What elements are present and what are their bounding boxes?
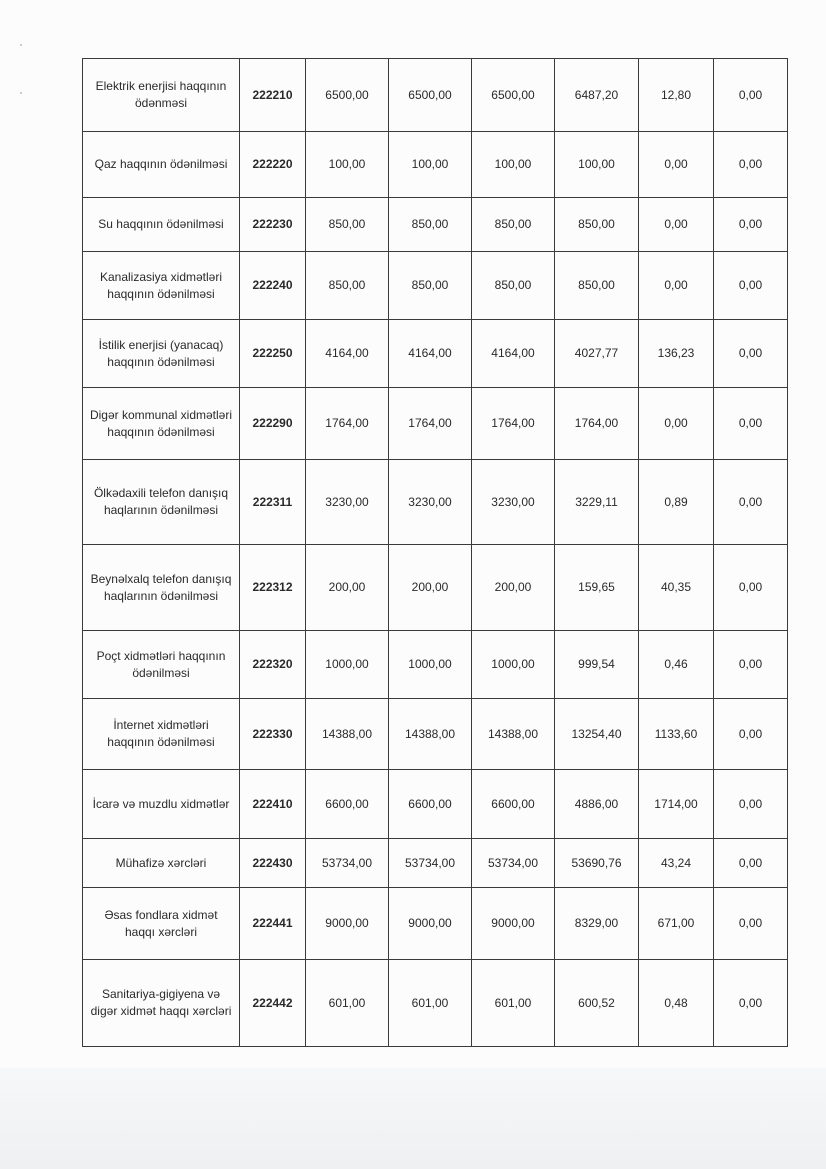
row-value: 1000,00 bbox=[306, 631, 389, 699]
expense-table bbox=[82, 58, 788, 1047]
row-value: 0,00 bbox=[639, 252, 714, 320]
row-value: 1714,00 bbox=[639, 770, 714, 839]
row-value: 53690,76 bbox=[555, 839, 639, 888]
row-value: 9000,00 bbox=[389, 888, 472, 960]
row-value: 601,00 bbox=[306, 960, 389, 1047]
row-code: 222230 bbox=[240, 198, 306, 252]
row-value: 850,00 bbox=[306, 198, 389, 252]
row-code: 222290 bbox=[240, 388, 306, 460]
row-value: 53734,00 bbox=[472, 839, 555, 888]
row-value: 6500,00 bbox=[472, 59, 555, 132]
row-value: 53734,00 bbox=[306, 839, 389, 888]
row-name: İstilik enerjisi (yanacaq) haqqının ödənilməsi bbox=[83, 320, 240, 388]
row-value: 0,89 bbox=[639, 460, 714, 545]
row-value: 4886,00 bbox=[555, 770, 639, 839]
scan-shadow-band bbox=[0, 1068, 826, 1169]
row-value: 0,00 bbox=[714, 888, 788, 960]
row-value: 100,00 bbox=[306, 132, 389, 198]
scan-speck bbox=[20, 44, 22, 46]
table-row bbox=[83, 388, 788, 460]
row-value: 0,00 bbox=[714, 960, 788, 1047]
row-code: 222410 bbox=[240, 770, 306, 839]
row-value: 601,00 bbox=[472, 960, 555, 1047]
row-name: Ölkədaxili telefon danışıq haqlarının ödənilməsi bbox=[83, 460, 240, 545]
row-code: 222320 bbox=[240, 631, 306, 699]
table-row bbox=[83, 59, 788, 132]
row-value: 0,00 bbox=[714, 545, 788, 631]
row-value: 850,00 bbox=[306, 252, 389, 320]
row-value: 6500,00 bbox=[389, 59, 472, 132]
row-name: Elektrik enerjisi haqqının ödənməsi bbox=[83, 59, 240, 132]
row-value: 0,00 bbox=[714, 388, 788, 460]
row-name: Poçt xidmətləri haqqının ödənilməsi bbox=[83, 631, 240, 699]
row-value: 100,00 bbox=[389, 132, 472, 198]
row-value: 0,00 bbox=[714, 460, 788, 545]
row-value: 100,00 bbox=[472, 132, 555, 198]
row-code: 222210 bbox=[240, 59, 306, 132]
row-name: Su haqqının ödənilməsi bbox=[83, 198, 240, 252]
row-value: 9000,00 bbox=[306, 888, 389, 960]
row-value: 0,00 bbox=[714, 631, 788, 699]
row-value: 200,00 bbox=[389, 545, 472, 631]
row-value: 8329,00 bbox=[555, 888, 639, 960]
row-value: 0,00 bbox=[639, 198, 714, 252]
row-name: Digər kommunal xidmətləri haqqının ödənilməsi bbox=[83, 388, 240, 460]
row-value: 136,23 bbox=[639, 320, 714, 388]
row-value: 9000,00 bbox=[472, 888, 555, 960]
row-value: 850,00 bbox=[555, 198, 639, 252]
row-name: Qaz haqqının ödənilməsi bbox=[83, 132, 240, 198]
row-name: İcarə və muzdlu xidmətlər bbox=[83, 770, 240, 839]
row-value: 0,00 bbox=[714, 699, 788, 770]
row-value: 0,00 bbox=[714, 839, 788, 888]
row-code: 222311 bbox=[240, 460, 306, 545]
table-row bbox=[83, 888, 788, 960]
scan-speck bbox=[20, 92, 22, 94]
row-value: 53734,00 bbox=[389, 839, 472, 888]
row-name: Əsas fondlara xidmət haqqı xərcləri bbox=[83, 888, 240, 960]
row-value: 1764,00 bbox=[306, 388, 389, 460]
row-code: 222250 bbox=[240, 320, 306, 388]
row-value: 850,00 bbox=[555, 252, 639, 320]
table-row bbox=[83, 132, 788, 198]
row-value: 159,65 bbox=[555, 545, 639, 631]
row-value: 1764,00 bbox=[555, 388, 639, 460]
row-value: 4164,00 bbox=[472, 320, 555, 388]
row-value: 4027,77 bbox=[555, 320, 639, 388]
table-row bbox=[83, 960, 788, 1047]
row-value: 200,00 bbox=[306, 545, 389, 631]
row-code: 222442 bbox=[240, 960, 306, 1047]
row-value: 671,00 bbox=[639, 888, 714, 960]
row-value: 3230,00 bbox=[389, 460, 472, 545]
row-code: 222330 bbox=[240, 699, 306, 770]
row-value: 6487,20 bbox=[555, 59, 639, 132]
row-value: 40,35 bbox=[639, 545, 714, 631]
row-value: 1764,00 bbox=[389, 388, 472, 460]
row-value: 14388,00 bbox=[472, 699, 555, 770]
row-value: 850,00 bbox=[472, 252, 555, 320]
row-value: 6500,00 bbox=[306, 59, 389, 132]
table-row bbox=[83, 631, 788, 699]
row-value: 601,00 bbox=[389, 960, 472, 1047]
row-value: 3229,11 bbox=[555, 460, 639, 545]
table-row bbox=[83, 770, 788, 839]
row-value: 43,24 bbox=[639, 839, 714, 888]
row-value: 3230,00 bbox=[306, 460, 389, 545]
row-name: Mühafizə xərcləri bbox=[83, 839, 240, 888]
row-value: 13254,40 bbox=[555, 699, 639, 770]
row-value: 0,00 bbox=[714, 252, 788, 320]
row-value: 1000,00 bbox=[472, 631, 555, 699]
row-value: 3230,00 bbox=[472, 460, 555, 545]
table-row bbox=[83, 699, 788, 770]
row-value: 0,00 bbox=[639, 388, 714, 460]
row-code: 222312 bbox=[240, 545, 306, 631]
row-value: 14388,00 bbox=[306, 699, 389, 770]
row-value: 14388,00 bbox=[389, 699, 472, 770]
row-code: 222441 bbox=[240, 888, 306, 960]
row-value: 6600,00 bbox=[306, 770, 389, 839]
row-value: 4164,00 bbox=[306, 320, 389, 388]
row-name: Sanitariya-gigiyena və digər xidmət haqqı xərcləri bbox=[83, 960, 240, 1047]
row-value: 1764,00 bbox=[472, 388, 555, 460]
row-value: 4164,00 bbox=[389, 320, 472, 388]
table-row bbox=[83, 460, 788, 545]
table-row bbox=[83, 839, 788, 888]
row-value: 100,00 bbox=[555, 132, 639, 198]
row-value: 850,00 bbox=[389, 198, 472, 252]
row-value: 0,00 bbox=[639, 132, 714, 198]
row-value: 200,00 bbox=[472, 545, 555, 631]
row-value: 0,46 bbox=[639, 631, 714, 699]
row-value: 1133,60 bbox=[639, 699, 714, 770]
table-row bbox=[83, 545, 788, 631]
table-row bbox=[83, 198, 788, 252]
row-value: 850,00 bbox=[389, 252, 472, 320]
table-row bbox=[83, 252, 788, 320]
row-value: 0,48 bbox=[639, 960, 714, 1047]
row-name: Kanalizasiya xidmətləri haqqının ödənilməsi bbox=[83, 252, 240, 320]
row-value: 1000,00 bbox=[389, 631, 472, 699]
row-value: 6600,00 bbox=[389, 770, 472, 839]
row-value: 0,00 bbox=[714, 320, 788, 388]
row-value: 0,00 bbox=[714, 198, 788, 252]
row-value: 12,80 bbox=[639, 59, 714, 132]
table-row bbox=[83, 320, 788, 388]
row-value: 6600,00 bbox=[472, 770, 555, 839]
row-value: 0,00 bbox=[714, 132, 788, 198]
row-code: 222240 bbox=[240, 252, 306, 320]
row-value: 850,00 bbox=[472, 198, 555, 252]
row-value: 600,52 bbox=[555, 960, 639, 1047]
row-name: Beynəlxalq telefon danışıq haqlarının ödənilməsi bbox=[83, 545, 240, 631]
row-value: 0,00 bbox=[714, 59, 788, 132]
row-value: 999,54 bbox=[555, 631, 639, 699]
row-code: 222220 bbox=[240, 132, 306, 198]
row-code: 222430 bbox=[240, 839, 306, 888]
row-name: İnternet xidmətləri haqqının ödənilməsi bbox=[83, 699, 240, 770]
row-value: 0,00 bbox=[714, 770, 788, 839]
